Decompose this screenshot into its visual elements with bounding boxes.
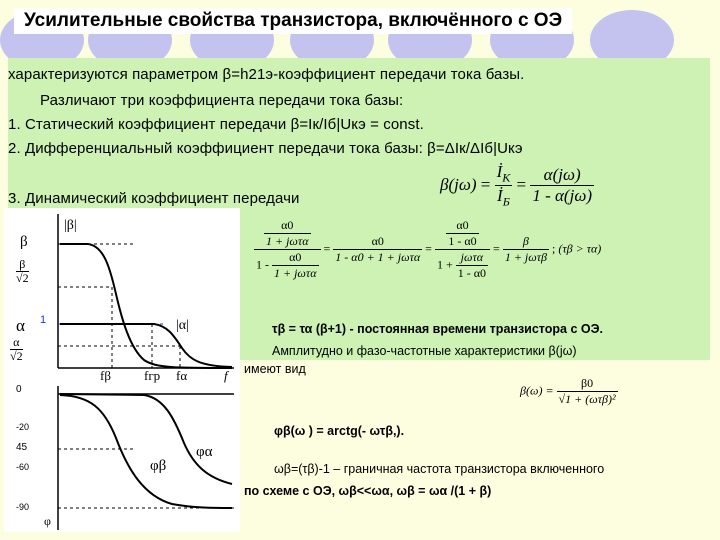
label-phase-45: 45 <box>16 442 28 453</box>
formula-one-minus-alpha0: 1 - α0 <box>448 234 477 248</box>
formula-alpha0: α0 <box>281 218 294 232</box>
note-have-form: имеют вид <box>244 362 306 376</box>
label-phase-0: 0 <box>16 384 22 395</box>
formula-one-plus-jwtb: 1 + jωτβ <box>504 250 547 264</box>
formula-alpha-ratio <box>530 165 594 206</box>
label-beta: β <box>20 234 28 250</box>
formula-den-mid1: 1 - α0 + 1 + jωτα <box>335 250 421 264</box>
label-phi: φ <box>44 514 51 528</box>
formula-equals: = <box>480 174 491 194</box>
note-phase-formula: φβ(ω ) = arctg(- ωτβ,). <box>274 424 405 438</box>
phi-alpha-curve <box>60 394 232 484</box>
note-frequency-characteristics: Амплитудно и фазо-частотные характеристики β(jω) <box>272 344 577 358</box>
formula-one-minus: 1 - <box>256 257 269 272</box>
label-alpha: α <box>16 316 25 335</box>
formula-one-plus-jwta: 1 + jωτα <box>266 234 309 248</box>
label-phi-alpha: φα <box>196 444 213 460</box>
label-abs-beta: |β| <box>64 218 77 233</box>
formula-beta-w: β(ω) = <box>520 383 554 398</box>
label-alpha-sqrt2-den: √2 <box>10 349 23 363</box>
beta-magnitude-formula <box>520 376 618 407</box>
formula-frac-4 <box>503 234 549 265</box>
note-time-constant-text: τβ = τα (β+1) - постоянная времени транзистора с ОЭ. <box>272 322 603 336</box>
label-alpha-sqrt2-num: α <box>13 335 20 349</box>
formula-jwta: jωτα <box>460 250 484 264</box>
formula-beta0: β0 <box>581 376 594 390</box>
formula-one-plus-jwta: 1 + jωτα <box>274 266 317 280</box>
formula-frac-3 <box>435 218 490 281</box>
label-phase-m60: -60 <box>16 462 30 472</box>
formula-alpha0: α0 <box>289 250 302 264</box>
label-f-gr: fгр <box>144 368 161 383</box>
formula-beta-w-frac <box>557 376 618 407</box>
formula-current-ratio <box>495 162 513 210</box>
label-f: f <box>224 368 228 383</box>
expanded-formula <box>254 218 601 281</box>
label-phase-m20: -20 <box>16 422 30 432</box>
note-time-constant <box>272 322 603 336</box>
note-cutoff-relation: по схеме с ОЭ, ωβ<<ωα, ωβ = ωα /(1 + β) <box>244 484 492 498</box>
label-phase-m90: -90 <box>16 502 30 512</box>
text-line-5: 3. Динамический коэффициент передачи <box>8 190 300 207</box>
frequency-response-svg <box>4 208 240 532</box>
formula-beta-jw: β(jω) <box>440 174 477 194</box>
formula-sub-k: К <box>502 170 511 185</box>
formula-den-right: √1 + (ωτβ)² <box>558 392 616 406</box>
label-beta-sqrt2 <box>16 258 29 285</box>
text-line-3: 1. Статический коэффициент передачи β=Iк/Iб|Uкэ = const. <box>8 116 424 133</box>
label-f-beta: fβ <box>100 368 111 383</box>
formula-equals: = <box>493 241 500 256</box>
slide-title: Усилительные свойства транзистора, включённого с ОЭ <box>14 8 572 34</box>
formula-condition: (τβ > τα) <box>558 241 602 256</box>
formula-sub-b: Б <box>502 194 510 209</box>
dynamic-beta-formula <box>440 162 594 210</box>
formula-equals: = <box>425 241 432 256</box>
formula-alpha0: α0 <box>371 234 384 248</box>
label-alpha-sqrt2 <box>10 336 23 363</box>
formula-one-minus-alpha-jw: 1 - α(jω) <box>532 186 592 206</box>
formula-alpha-jw: α(jω) <box>543 165 581 185</box>
label-one: 1 <box>40 314 47 326</box>
formula-current-b: İ <box>497 186 503 206</box>
text-line-1: характеризуются параметром β=h21э-коэффициент передачи тока базы. <box>8 66 525 83</box>
label-f-alpha: fα <box>176 368 188 383</box>
label-beta-sqrt2-den: √2 <box>16 271 29 285</box>
label-phi-beta: φβ <box>150 458 167 474</box>
formula-frac-1 <box>254 218 321 281</box>
formula-equals: = <box>516 174 527 194</box>
label-abs-alpha: |α| <box>176 318 189 333</box>
beta-magnitude-curve <box>60 244 232 368</box>
formula-equals: = <box>323 241 331 256</box>
label-beta-sqrt2-num: β <box>19 257 26 271</box>
formula-beta: β <box>522 234 529 248</box>
formula-one-minus-alpha0: 1 - α0 <box>457 266 487 280</box>
frequency-response-graph <box>4 208 240 532</box>
formula-semicolon: ; <box>552 241 556 256</box>
formula-current-k: İ <box>496 162 503 181</box>
formula-one-plus: 1 + <box>436 257 453 272</box>
formula-alpha0: α0 <box>456 218 469 232</box>
text-line-2: Различают три коэффициента передачи тока базы: <box>40 92 404 109</box>
note-cutoff-frequency: ωβ=(τβ)-1 – граничная частота транзистора включенного <box>274 462 605 476</box>
formula-frac-2 <box>333 234 422 265</box>
text-line-4: 2. Дифференциальный коэффициент передачи тока базы: β=ΔIк/ΔIб|Uкэ <box>8 140 523 157</box>
